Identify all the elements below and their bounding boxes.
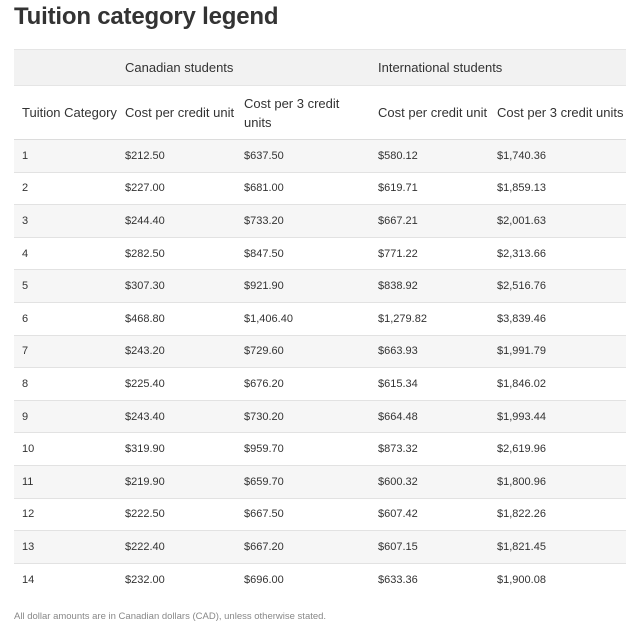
cell-cad-per-3: $959.70	[236, 433, 370, 466]
table-row	[14, 270, 626, 303]
column-header-cad-per-unit: Cost per credit unit	[117, 86, 236, 140]
cell-category: 13	[14, 531, 117, 564]
cell-intl-per-3: $2,001.63	[489, 205, 626, 238]
table-row	[14, 237, 626, 270]
table-row	[14, 531, 626, 564]
group-header-international: International students	[370, 50, 626, 86]
cell-intl-per-3: $2,313.66	[489, 237, 626, 270]
cell-cad-per-unit: $222.40	[117, 531, 236, 564]
cell-cad-per-3: $1,406.40	[236, 302, 370, 335]
cell-intl-per-3: $1,993.44	[489, 400, 626, 433]
cell-intl-per-3: $1,991.79	[489, 335, 626, 368]
cell-category: 1	[14, 140, 117, 173]
table-row	[14, 498, 626, 531]
column-header-cad-per-3: Cost per 3 credit units	[236, 86, 370, 140]
cell-intl-per-unit: $667.21	[370, 205, 489, 238]
cell-cad-per-unit: $222.50	[117, 498, 236, 531]
cell-category: 14	[14, 563, 117, 595]
cell-intl-per-3: $1,821.45	[489, 531, 626, 564]
cell-cad-per-unit: $243.20	[117, 335, 236, 368]
group-header-empty	[14, 50, 117, 86]
cell-cad-per-3: $667.20	[236, 531, 370, 564]
cell-cad-per-3: $681.00	[236, 172, 370, 205]
page-title: Tuition category legend	[14, 3, 279, 30]
table-group-header-row	[14, 50, 626, 86]
cell-intl-per-3: $2,619.96	[489, 433, 626, 466]
cell-cad-per-3: $730.20	[236, 400, 370, 433]
cell-cad-per-3: $637.50	[236, 140, 370, 173]
cell-category: 4	[14, 237, 117, 270]
cell-category: 9	[14, 400, 117, 433]
cell-category: 5	[14, 270, 117, 303]
cell-intl-per-3: $3,839.46	[489, 302, 626, 335]
cell-category: 7	[14, 335, 117, 368]
cell-cad-per-3: $676.20	[236, 368, 370, 401]
cell-cad-per-unit: $212.50	[117, 140, 236, 173]
cell-cad-per-unit: $468.80	[117, 302, 236, 335]
table-row	[14, 563, 626, 595]
table-row	[14, 368, 626, 401]
cell-intl-per-3: $1,800.96	[489, 465, 626, 498]
table-row	[14, 400, 626, 433]
table-column-header-row	[14, 86, 626, 140]
cell-cad-per-unit: $227.00	[117, 172, 236, 205]
cell-intl-per-unit: $619.71	[370, 172, 489, 205]
cell-cad-per-unit: $219.90	[117, 465, 236, 498]
cell-cad-per-3: $667.50	[236, 498, 370, 531]
cell-intl-per-unit: $600.32	[370, 465, 489, 498]
cell-cad-per-3: $696.00	[236, 563, 370, 595]
tuition-table	[14, 49, 626, 595]
column-header-category: Tuition Category	[14, 86, 117, 140]
cell-category: 3	[14, 205, 117, 238]
cell-cad-per-3: $729.60	[236, 335, 370, 368]
cell-intl-per-unit: $633.36	[370, 563, 489, 595]
column-header-intl-per-unit: Cost per credit unit	[370, 86, 489, 140]
cell-cad-per-unit: $232.00	[117, 563, 236, 595]
table-row	[14, 172, 626, 205]
cell-intl-per-3: $1,900.08	[489, 563, 626, 595]
cell-cad-per-unit: $243.40	[117, 400, 236, 433]
cell-intl-per-unit: $615.34	[370, 368, 489, 401]
currency-footnote: All dollar amounts are in Canadian dollars (CAD), unless otherwise stated.	[14, 611, 327, 622]
cell-intl-per-unit: $838.92	[370, 270, 489, 303]
cell-cad-per-unit: $225.40	[117, 368, 236, 401]
cell-category: 6	[14, 302, 117, 335]
cell-intl-per-unit: $607.15	[370, 531, 489, 564]
table-row	[14, 433, 626, 466]
column-header-intl-per-3: Cost per 3 credit units	[489, 86, 626, 140]
cell-category: 8	[14, 368, 117, 401]
cell-intl-per-unit: $873.32	[370, 433, 489, 466]
cell-category: 11	[14, 465, 117, 498]
cell-cad-per-3: $921.90	[236, 270, 370, 303]
group-header-canadian: Canadian students	[117, 50, 370, 86]
cell-intl-per-3: $1,740.36	[489, 140, 626, 173]
cell-cad-per-3: $847.50	[236, 237, 370, 270]
cell-intl-per-unit: $771.22	[370, 237, 489, 270]
cell-cad-per-unit: $244.40	[117, 205, 236, 238]
cell-category: 12	[14, 498, 117, 531]
table-row	[14, 140, 626, 173]
cell-intl-per-unit: $1,279.82	[370, 302, 489, 335]
cell-category: 10	[14, 433, 117, 466]
cell-cad-per-unit: $282.50	[117, 237, 236, 270]
cell-cad-per-unit: $319.90	[117, 433, 236, 466]
cell-intl-per-3: $1,846.02	[489, 368, 626, 401]
cell-cad-per-3: $659.70	[236, 465, 370, 498]
cell-intl-per-unit: $580.12	[370, 140, 489, 173]
cell-intl-per-unit: $664.48	[370, 400, 489, 433]
cell-intl-per-unit: $663.93	[370, 335, 489, 368]
cell-intl-per-3: $2,516.76	[489, 270, 626, 303]
cell-intl-per-unit: $607.42	[370, 498, 489, 531]
cell-category: 2	[14, 172, 117, 205]
cell-intl-per-3: $1,822.26	[489, 498, 626, 531]
table-row	[14, 205, 626, 238]
table-row	[14, 335, 626, 368]
table-body	[14, 140, 626, 596]
table-row	[14, 465, 626, 498]
table-row	[14, 302, 626, 335]
cell-cad-per-unit: $307.30	[117, 270, 236, 303]
cell-cad-per-3: $733.20	[236, 205, 370, 238]
cell-intl-per-3: $1,859.13	[489, 172, 626, 205]
